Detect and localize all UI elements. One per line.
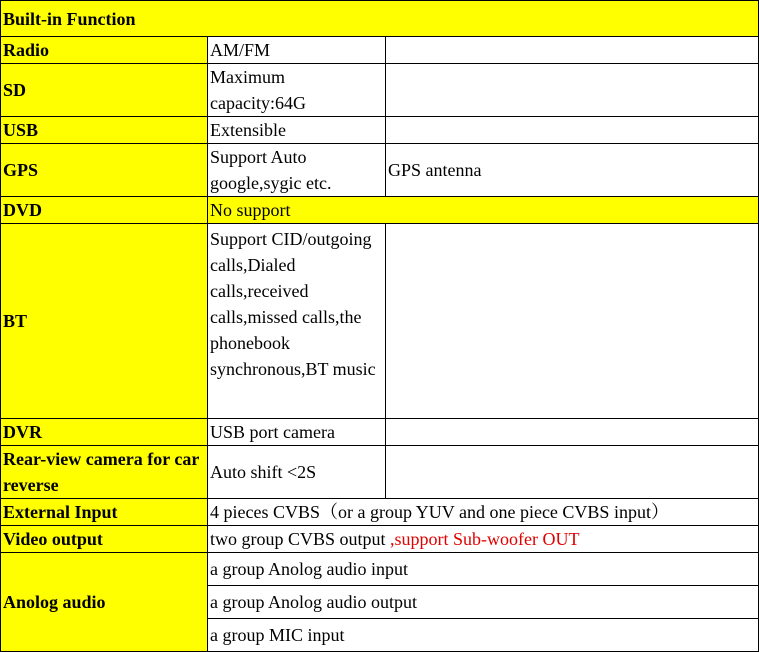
table-row-external-input xyxy=(1,499,759,526)
table-row-video-output xyxy=(1,526,759,553)
row-value-analog-audio-output: a group Anolog audio output xyxy=(208,586,759,619)
table-row-sd xyxy=(1,64,759,117)
row-label-bt: BT xyxy=(1,224,208,419)
row-extra-radio xyxy=(386,37,759,64)
row-value-dvd: No support xyxy=(208,197,759,224)
row-extra-bt xyxy=(386,224,759,419)
row-extra-sd xyxy=(386,64,759,117)
row-value-analog-audio-input: a group Anolog audio input xyxy=(208,553,759,586)
row-label-analog-audio: Anolog audio xyxy=(1,553,208,652)
table-title: Built-in Function xyxy=(1,1,759,37)
table-row-radio xyxy=(1,37,759,64)
row-value-rear-camera: Auto shift <2S xyxy=(208,446,386,499)
table-row-usb xyxy=(1,117,759,144)
row-value-external-input: 4 pieces CVBS（or a group YUV and one piece CVBS input） xyxy=(208,499,759,526)
row-label-rear-camera: Rear-view camera for car reverse xyxy=(1,446,208,499)
row-label-dvr: DVR xyxy=(1,419,208,446)
row-value-dvr: USB port camera xyxy=(208,419,386,446)
row-extra-dvr xyxy=(386,419,759,446)
row-value-mic-input: a group MIC input xyxy=(208,619,759,652)
row-value-bt xyxy=(208,224,386,419)
row-extra-usb xyxy=(386,117,759,144)
row-label-sd: SD xyxy=(1,64,208,117)
row-value-video-output xyxy=(208,526,759,553)
row-extra-rear-camera xyxy=(386,446,759,499)
table-row-bt xyxy=(1,224,759,419)
table-row-dvd xyxy=(1,197,759,224)
row-value-sd: Maximum capacity:64G xyxy=(208,64,386,117)
video-output-red-text: ,support Sub-woofer OUT xyxy=(390,529,580,549)
table-row-gps xyxy=(1,144,759,197)
bt-text: Support CID/outgoing calls,Dialed calls,received calls,missed calls,the phonebook synchronous,BT music xyxy=(210,229,376,379)
row-value-radio: AM/FM xyxy=(208,37,386,64)
row-label-usb: USB xyxy=(1,117,208,144)
row-label-external-input: External Input xyxy=(1,499,208,526)
video-output-text: two group CVBS output xyxy=(210,529,391,549)
table-row-title xyxy=(1,1,759,37)
row-label-video-output: Video output xyxy=(1,526,208,553)
row-label-dvd: DVD xyxy=(1,197,208,224)
table-row-analog-audio-1 xyxy=(1,553,759,586)
row-value-usb: Extensible xyxy=(208,117,386,144)
row-label-radio: Radio xyxy=(1,37,208,64)
row-value-gps: Support Auto google,sygic etc. xyxy=(208,144,386,197)
row-extra-gps: GPS antenna xyxy=(386,144,759,197)
row-label-gps: GPS xyxy=(1,144,208,197)
table-row-dvr xyxy=(1,419,759,446)
table-row-rear-camera xyxy=(1,446,759,499)
